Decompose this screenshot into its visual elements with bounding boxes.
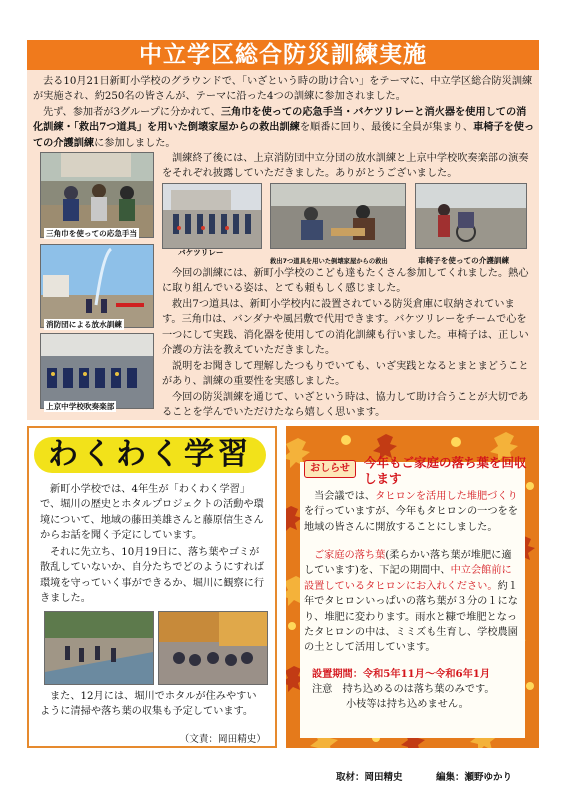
- notice-title: 今年もご家庭の落ち葉を回収します: [364, 455, 527, 486]
- rescue-image: [271, 184, 405, 248]
- first-aid-image: [41, 153, 153, 237]
- horikawa-river-photo: [44, 611, 154, 685]
- brass-band-image: [41, 334, 153, 408]
- page-title: 中立学区総合防災訓練実施: [27, 40, 539, 70]
- wakuwaku-paragraph-1: 新町小学校では、4年生が「わくわく学習」で、堀川の歴史とホタルプロジェクトの活動や環境について、地域の藤田美雄さんと藤原信生さんからお話を聞く予定にしています。: [40, 484, 264, 542]
- caption-rescue: 救出7つ道具を用いた倒壊家屋からの救出: [270, 258, 388, 265]
- article-paragraph-6: 説明をお聞きして理解したつもりでいても、いざ実践となるとまとまどうことがあり、訓練の重要性を実感しました。: [162, 361, 529, 388]
- wakuwaku-credit: （文責：岡田精史）: [179, 734, 266, 745]
- caption-bucket-relay: バケツリレー: [178, 248, 224, 257]
- article-paragraph-3: 訓練終了後には、上京消防団中立分団の放水訓練と上京中学校吹奏楽部の演奏をそれぞれ披露していただきました。ありがとうございました。: [162, 153, 529, 180]
- wakuwaku-paragraph-3: また、12月には、堀川でホタルが住みやすいように清掃や落ち葉の収集も予定しています。: [40, 691, 257, 718]
- caption-first-aid: 三角巾を使っての応急手当: [46, 229, 138, 238]
- wheelchair-photo: [415, 183, 527, 249]
- notice-paragraph-1: 当会議では、タヒロンを活用した堆肥づくりを行っていますが、今年もタヒロンの一つをを地域の皆さんに開放することにしました。: [304, 491, 518, 533]
- children-observation-image: [159, 612, 267, 684]
- first-aid-photo: [40, 152, 154, 238]
- brass-band-photo: [40, 333, 154, 409]
- bucket-relay-photo: [162, 183, 262, 249]
- notice-caution-2: 小枝等は持ち込めません。: [346, 699, 469, 710]
- article-paragraph-5: 救出7つ道具は、新町小学校内に設置されている防災倉庫に収納されています。三角巾は、バンダナや風呂敷で代用できます。バケツリレーをチームで心を一つにして実践、消化器を使用しての消化訓練も行いました。車椅子は、正しい介護の方法を教えていただきました。: [162, 299, 529, 357]
- notice-badge: おしらせ: [304, 460, 356, 478]
- article-paragraph-2: 先ず、参加者が3グループに分かれて、三角巾を使っての応急手当・バケツリレーと消火器を使用しての消化訓練・「救出7つ道具」を用いた倒壊家屋からの救出訓練を順番に回り、最後に全員が集まり、車椅子を使っての介護訓練に参加しました。: [33, 106, 535, 149]
- bucket-relay-image: [163, 184, 261, 248]
- wakuwaku-paragraph-2: それに先立ち、10月19日に、落ち葉やゴミが散乱していないか、自分たちでどのようにすれば環境を守っていく事ができるか、堀川に観察に行きました。: [40, 547, 265, 605]
- footer-editor: 編集：瀬野ゆかり: [436, 772, 513, 783]
- horikawa-river-image: [45, 612, 153, 684]
- caption-water-discharge: 消防団による放水訓練: [46, 320, 122, 329]
- water-discharge-image: [41, 245, 153, 327]
- water-discharge-photo: [40, 244, 154, 328]
- article-paragraph-7: 今回の防災訓練を通じて、いざという時は、協力して助け合うことが大切であることを学んでいただけたなら嬉しく思います。: [162, 392, 529, 419]
- rescue-photo: [270, 183, 406, 249]
- footer-reporter: 取材：岡田精史: [336, 772, 403, 783]
- wheelchair-image: [416, 184, 526, 248]
- article-paragraph-4: 今回の訓練には、新町小学校のこども達もたくさん参加してくれました。熱心に取り組んでいる姿は、とても頼もしく感じました。: [162, 268, 529, 295]
- wakuwaku-title: わくわく学習: [48, 437, 252, 472]
- caption-wheelchair: 車椅子を使っての介護訓練: [418, 256, 510, 265]
- article-paragraph-1: 去る10月21日新町小学校のグラウンドで、「いざという時の助け合い」をテーマに、中立学区総合防災訓練が実施され、約250名の皆さんが、テーマに沿った4つの訓練に参加されました。: [33, 76, 533, 103]
- notice-paragraph-2: ご家庭の落ち葉(柔らかい落ち葉が堆肥に適しています)を、下記の期間中、中立会館前に設置しているタヒロンにお入れください。約１年でタヒロンいっぱいの落ち葉が３分の１になり、堆肥に変わります。雨水と糠で堆肥となったタヒロンの中は、ミミズも生育し、学校農園の土として活用しています。: [304, 550, 518, 654]
- children-observation-photo: [158, 611, 268, 685]
- notice-period: 設置期間：令和5年11月～令和6年1月: [312, 668, 491, 680]
- notice-caution-1: 注意 持ち込めるのは落ち葉のみです。: [312, 684, 495, 695]
- caption-brass-band: 上京中学校吹奏楽部: [46, 402, 115, 411]
